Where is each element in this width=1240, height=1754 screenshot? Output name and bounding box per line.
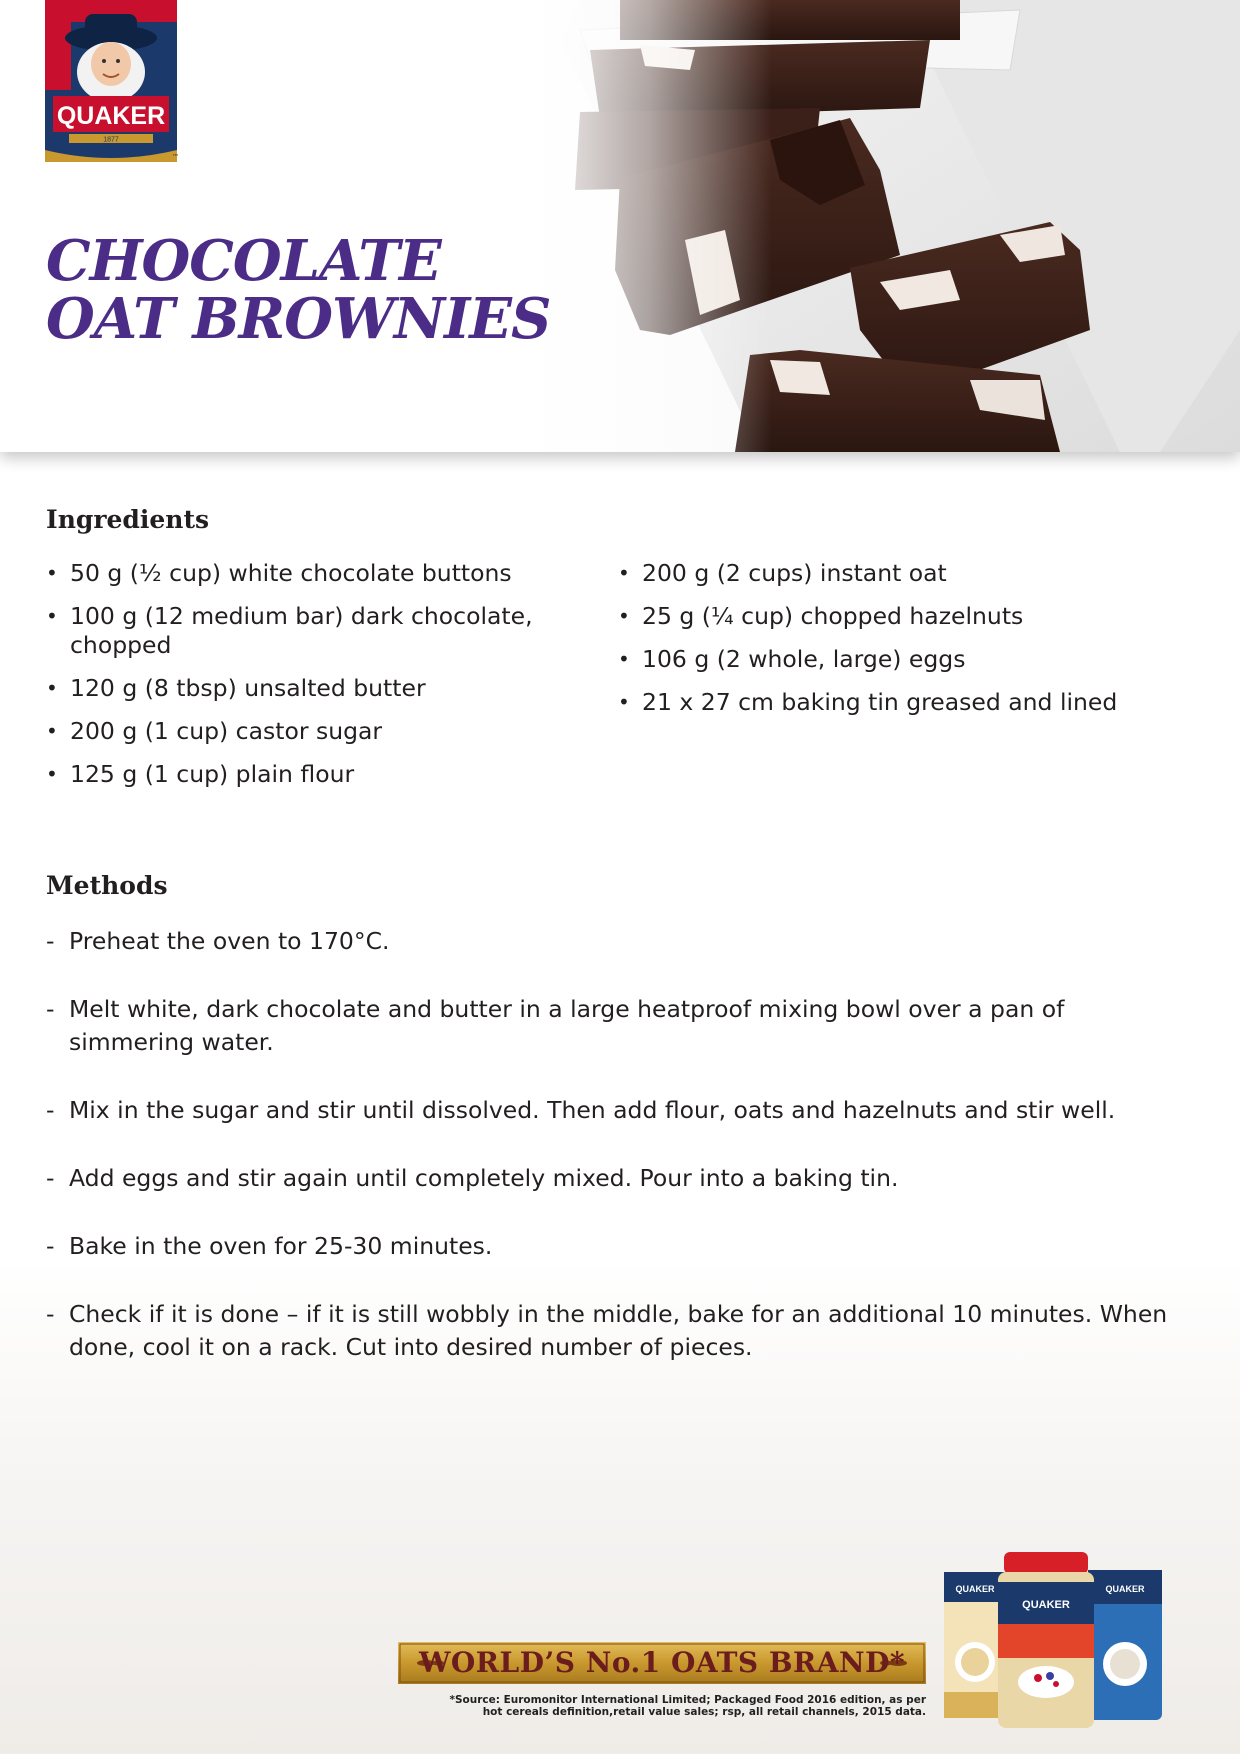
logo-wordmark: QUAKER	[56, 102, 166, 130]
ingredient-item: • 120 g (8 tbsp) unsalted butter	[46, 674, 576, 703]
ingredient-item: • 21 x 27 cm baking tin greased and lined	[618, 688, 1178, 717]
ingredient-item: • 125 g (1 cup) plain flour	[46, 760, 576, 789]
quaker-logo	[45, 0, 177, 162]
methods-heading: Methods	[46, 871, 168, 900]
title-line-2: OAT BROWNIES	[46, 286, 551, 352]
source-line-2: hot cereals definition,retail value sales; rsp, all retail channels, 2015 data.	[482, 1706, 926, 1718]
oat-jar-center	[998, 1552, 1094, 1728]
ingredient-item: • 200 g (1 cup) castor sugar	[46, 717, 576, 746]
methods-list	[46, 925, 1196, 1399]
svg-text:QUAKER: QUAKER	[955, 1584, 995, 1594]
oat-products-image	[938, 1552, 1170, 1728]
quaker-logo-icon	[45, 0, 177, 162]
ingredients-list-left	[46, 559, 576, 803]
oat-pack-left	[944, 1572, 1006, 1718]
ingredient-item: • 106 g (2 whole, large) eggs	[618, 645, 1178, 674]
ingredient-item: • 200 g (2 cups) instant oat	[618, 559, 1178, 588]
logo-year: 1877	[103, 136, 119, 144]
method-step: - Check if it is done – if it is still wobbly in the middle, bake for an additional 10 minutes. When done, cool it on a rack. Cut into desired number of pieces.	[46, 1298, 1196, 1364]
method-step: - Preheat the oven to 170°C.	[46, 925, 1196, 958]
brownies-photo	[520, 0, 1240, 452]
svg-text:QUAKER: QUAKER	[1105, 1584, 1145, 1594]
ingredient-item: • 100 g (12 medium bar) dark chocolate, chopped	[46, 602, 576, 660]
trademark-symbol: ™	[172, 153, 179, 161]
brand-banner	[398, 1642, 926, 1684]
source-line-1: *Source: Euromonitor International Limited; Packaged Food 2016 edition, as per	[449, 1694, 926, 1706]
title-line-1: CHOCOLATE	[46, 228, 441, 294]
page-title	[46, 228, 551, 352]
ingredients-list-right	[618, 559, 1178, 731]
source-footnote	[400, 1694, 926, 1718]
ingredient-item: • 25 g (¼ cup) chopped hazelnuts	[618, 602, 1178, 631]
recipe-header	[0, 0, 1240, 452]
oat-pack-right	[1088, 1570, 1162, 1720]
banner-text: WORLD’S No.1 OATS BRAND*	[418, 1646, 906, 1679]
ingredients-heading: Ingredients	[46, 505, 210, 534]
svg-text:QUAKER: QUAKER	[1022, 1599, 1070, 1611]
method-step: - Mix in the sugar and stir until dissolved. Then add flour, oats and hazelnuts and stir well.	[46, 1094, 1196, 1127]
ingredient-item: • 50 g (½ cup) white chocolate buttons	[46, 559, 576, 588]
method-step: - Melt white, dark chocolate and butter in a large heatproof mixing bowl over a pan of simmering water.	[46, 993, 1196, 1059]
method-step: - Add eggs and stir again until completely mixed. Pour into a baking tin.	[46, 1162, 1196, 1195]
method-step: - Bake in the oven for 25-30 minutes.	[46, 1230, 1196, 1263]
